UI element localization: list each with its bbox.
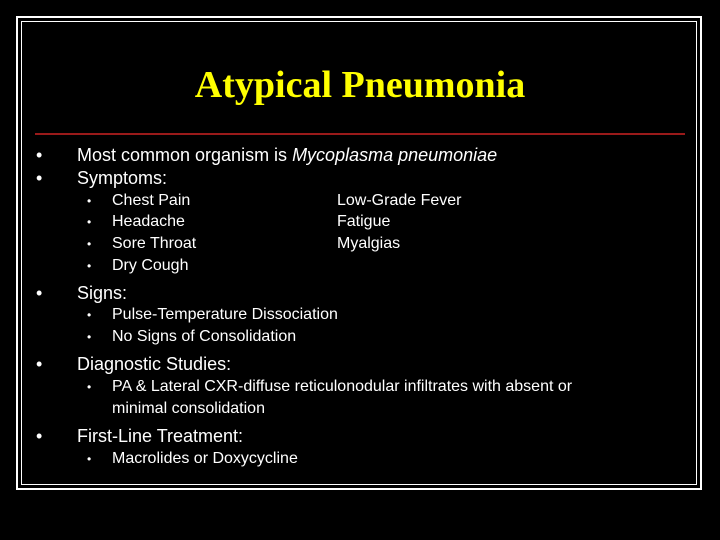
diagnostic-text: PA & Lateral CXR-diffuse reticulonodular infiltrates with absent or bbox=[112, 378, 573, 395]
sub-bullet-marker: • bbox=[87, 194, 92, 208]
diagnostic-text-continued: minimal consolidation bbox=[112, 400, 265, 417]
symptom-text: Dry Cough bbox=[112, 257, 189, 274]
symptom-right-item: Low-Grade Fever bbox=[337, 192, 462, 209]
bullet-signs-text: Signs: bbox=[77, 283, 128, 303]
organism-name: Mycoplasma pneumoniae bbox=[292, 145, 498, 165]
organism-prefix: Most common organism is bbox=[77, 145, 293, 165]
bullet-marker: • bbox=[36, 354, 43, 374]
sign-text: No Signs of Consolidation bbox=[112, 328, 297, 345]
bullet-treatment-text: First-Line Treatment: bbox=[77, 426, 244, 446]
symptom-text: Headache bbox=[112, 213, 185, 230]
sub-bullet-marker: • bbox=[87, 452, 92, 466]
sign-text: Pulse-Temperature Dissociation bbox=[112, 306, 338, 323]
symptom-right-item: Myalgias bbox=[337, 235, 401, 252]
symptom-text: Chest Pain bbox=[112, 192, 191, 209]
sub-bullet-marker: • bbox=[87, 237, 92, 251]
bullet-marker: • bbox=[36, 426, 43, 446]
treatment-text: Macrolides or Doxycycline bbox=[112, 450, 298, 467]
bullet-organism-text bbox=[77, 144, 497, 166]
sub-bullet-marker: • bbox=[87, 215, 92, 229]
bullet-diagnostics-text: Diagnostic Studies: bbox=[77, 354, 232, 374]
sub-bullet-marker: • bbox=[87, 259, 92, 273]
bullet-marker: • bbox=[36, 145, 43, 165]
title-divider bbox=[35, 133, 685, 135]
symptom-right-item: Fatigue bbox=[337, 213, 391, 230]
bullet-symptoms-text: Symptoms: bbox=[77, 168, 168, 188]
bullet-marker: • bbox=[36, 168, 43, 188]
sub-bullet-marker: • bbox=[87, 330, 92, 344]
bullet-marker: • bbox=[36, 283, 43, 303]
sub-bullet-marker: • bbox=[87, 308, 92, 322]
sub-bullet-marker: • bbox=[87, 380, 92, 394]
symptom-text: Sore Throat bbox=[112, 235, 197, 252]
slide-title: Atypical Pneumonia bbox=[194, 64, 526, 106]
